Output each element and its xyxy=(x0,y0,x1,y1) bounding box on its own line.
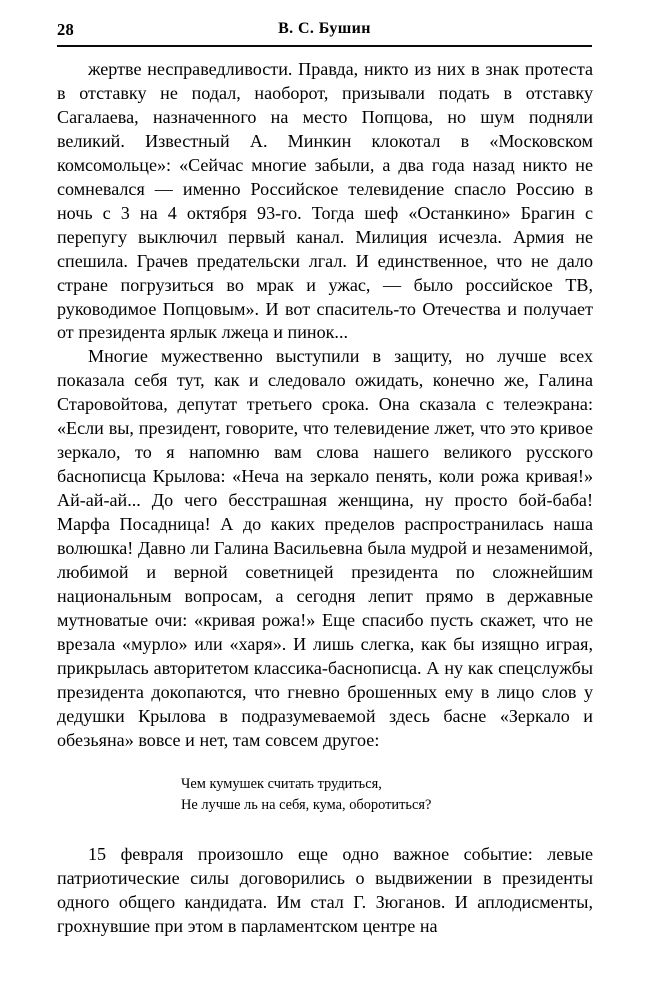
verse-line-1: Чем кумушек считать трудиться, xyxy=(181,775,382,792)
header-rule xyxy=(57,45,592,47)
text-block xyxy=(57,58,593,938)
verse-quote xyxy=(57,774,593,816)
verse-spacer-bottom xyxy=(57,816,593,843)
paragraph-3: 15 февраля произошло еще одно важное событие: левые патриотические силы договорились о выдвижении в президенты одного общего кандидата. Им стал Г. Зюганов. И аплодисменты, грохнувшие при этом в парламентском центре на xyxy=(57,843,593,936)
verse-line-2: Не лучше ль на себя, кума, оборотиться? xyxy=(181,796,432,813)
paragraph-1: жертве несправедливости. Правда, никто из них в знак протеста в отставку не подал, наоборот, призывали подать в отставку Сагалаева, назначенного на место Попцова, но шум подняли великий. Известный А. Минкин клокотал в «Московском комсомольце»: «Сейчас многие забыли, а два года назад никто не сомневался — именно Российское телевидение спасло Россию в ночь с 3 на 4 октября 93-го. Тогда шеф «Останкино» Брагин с перепугу выключил первый канал. Милиция исчезла. Армия не спешила. Грачев предательски лгал. И единственное, что не дало стране погрузиться во мрак и ужас, — было российское ТВ, руководимое Попцовым». И вот спаситель-то Отечества и получает от президента ярлык лжеца и пинок... xyxy=(57,59,593,343)
paragraph-2: Многие мужественно выступили в защиту, но лучше всех показала себя тут, как и следовало ожидать, конечно же, Галина Старовойтова, депутат третьего срока. Она сказала с телеэкрана: «Если вы, президент, говорите, что телевидение лжет, что это кривое зеркало, то я напомню вам слова нашего великого русского баснописца Крылова: «Неча на зеркало пенять, коли рожа кривая!» Ай-ай-ай... До чего бесстрашная женщина, ну просто бой-баба! Марфа Посадница! А до каких пределов распространилась наша волюшка! Давно ли Галина Васильевна была мудрой и незаменимой, любимой и верной советницей президента по сложнейшим национальным вопросам, а сегодня лепит прямо в державные мутноватые очи: «кривая рожа!» Еще спасибо пусть скажет, что не врезала «мурло» или «харя». И лишь слегка, как бы изящно играя, прикрылась авторитетом классика-баснописца. А ну как спецслужбы президента докопаются, что гневно брошенных ему в лицо слов у дедушки Крылова в подразумеваемой здесь басне «Зеркало и обезьяна» вовсе и нет, там совсем другое: xyxy=(57,346,593,750)
verse-spacer-top xyxy=(57,753,593,774)
running-head xyxy=(57,20,592,42)
running-head-title: В. С. Бушин xyxy=(278,20,371,37)
page-number: 28 xyxy=(57,20,74,39)
